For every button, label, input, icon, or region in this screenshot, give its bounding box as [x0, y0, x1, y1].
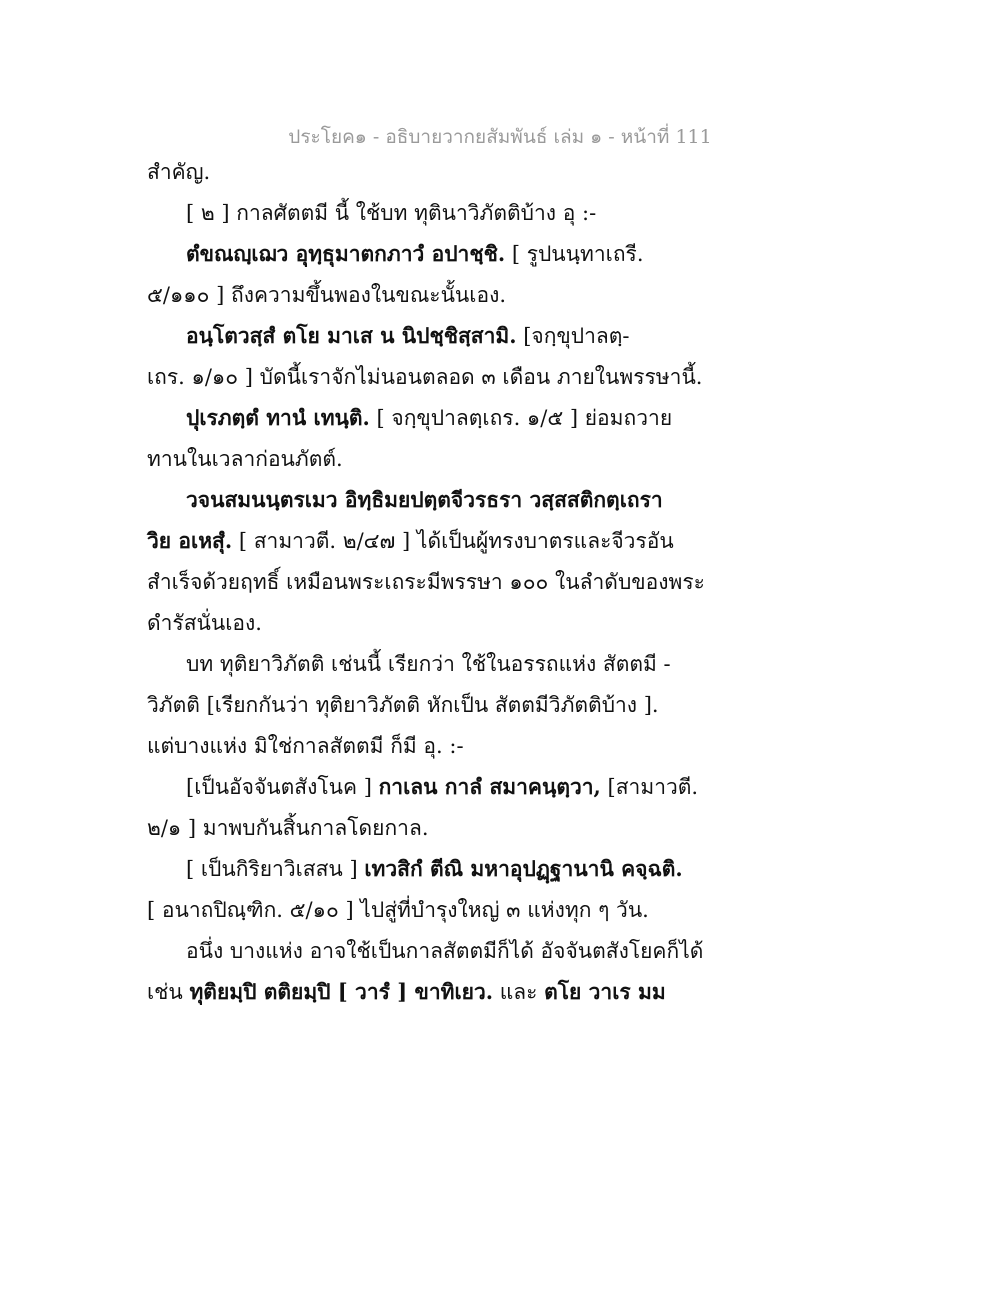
text-line: วิภัตติ [เรียกกันว่า ทุติยาวิภัตติ หักเป็น สัตตมีวิภัตติบ้าง ].: [147, 693, 659, 717]
text-line: บท ทุติยาวิภัตติ เช่นนี้ เรียกว่า ใช้ในอรรถแห่ง สัตตมี -: [186, 652, 671, 676]
text-line: สำคัญ.: [147, 160, 211, 184]
text-line: วจนสมนนฺตรเมว อิทฺธิมยปตฺตจีวรธรา วสฺสสติกตฺเถรา: [186, 487, 663, 512]
text-line: [ อนาถปิณฺฑิก. ๕/๑๐ ] ไปสู่ที่บำรุงใหญ่ ๓ แห่งทุก ๆ วัน.: [147, 898, 649, 922]
text-line: สำเร็จด้วยฤทธิ์ เหมือนพระเถระมีพรรษา ๑๐๐ ในลำดับของพระ: [147, 570, 705, 594]
text-line: ทานในเวลาก่อนภัตต์.: [147, 447, 343, 471]
text-line: [เป็นอัจจันตสังโนค ] กาเลน กาลํ สมาคนฺตฺวา, [สามาวตี.: [186, 774, 699, 799]
running-header: ประโยค๑ - อธิบายวากยสัมพันธ์ เล่ม ๑ - หน้าที่ 111: [288, 126, 712, 148]
text-line: ๒/๑ ] มาพบกันสิ้นกาลโดยกาล.: [147, 816, 429, 840]
text-line: อนึ่ง บางแห่ง อาจใช้เป็นกาลสัตตมีก็ได้ อัจจันตสังโยคก็ได้: [186, 939, 704, 963]
text-line: [ เป็นกิริยาวิเสสน ] เทวสิกํ ตีณิ มหาอุปฏฺฐานานิ คจฺฉติ.: [186, 856, 683, 881]
text-line: ๕/๑๑๐ ] ถึงความขึ้นพองในขณะนั้นเอง.: [147, 283, 507, 307]
text-line: [ ๒ ] กาลศัตตมี นี้ ใช้บท ทุตินาวิภัตติบ้าง อุ :-: [186, 201, 597, 225]
text-line: ตํขณญฺเฌว อุทฺธุมาตกภาวํ อปาชฺชิ. [ รูปนนฺทาเถรี.: [186, 241, 644, 266]
text-line: แต่บางแห่ง มิใช่กาลสัตตมี ก็มี อุ. :-: [147, 734, 464, 758]
text-line: อนฺโตวสฺสํ ตโย มาเส น นิปชฺชิสฺสามิ. [จกฺขุปาลตฺ-: [186, 323, 630, 348]
text-line: วิย อเหสุํ. [ สามาวตี. ๒/๔๗ ] ได้เป็นผู้ทรงบาตรและจีวรอัน: [147, 528, 674, 553]
text-line: เช่น ทุติยมฺปิ ตติยมฺปิ [ วารํ ] ขาทิเยว. และ ตโย วาเร มม: [147, 979, 666, 1004]
text-line: ปุเรภตฺตํ ทานํ เทนฺติ. [ จกฺขุปาลตฺเถร. ๑/๕ ] ย่อมถวาย: [186, 405, 673, 430]
text-line: เถร. ๑/๑๐ ] บัดนี้เราจักไม่นอนตลอด ๓ เดือน ภายในพรรษานี้.: [147, 365, 703, 389]
text-line: ดำรัสนั่นเอง.: [147, 611, 262, 635]
